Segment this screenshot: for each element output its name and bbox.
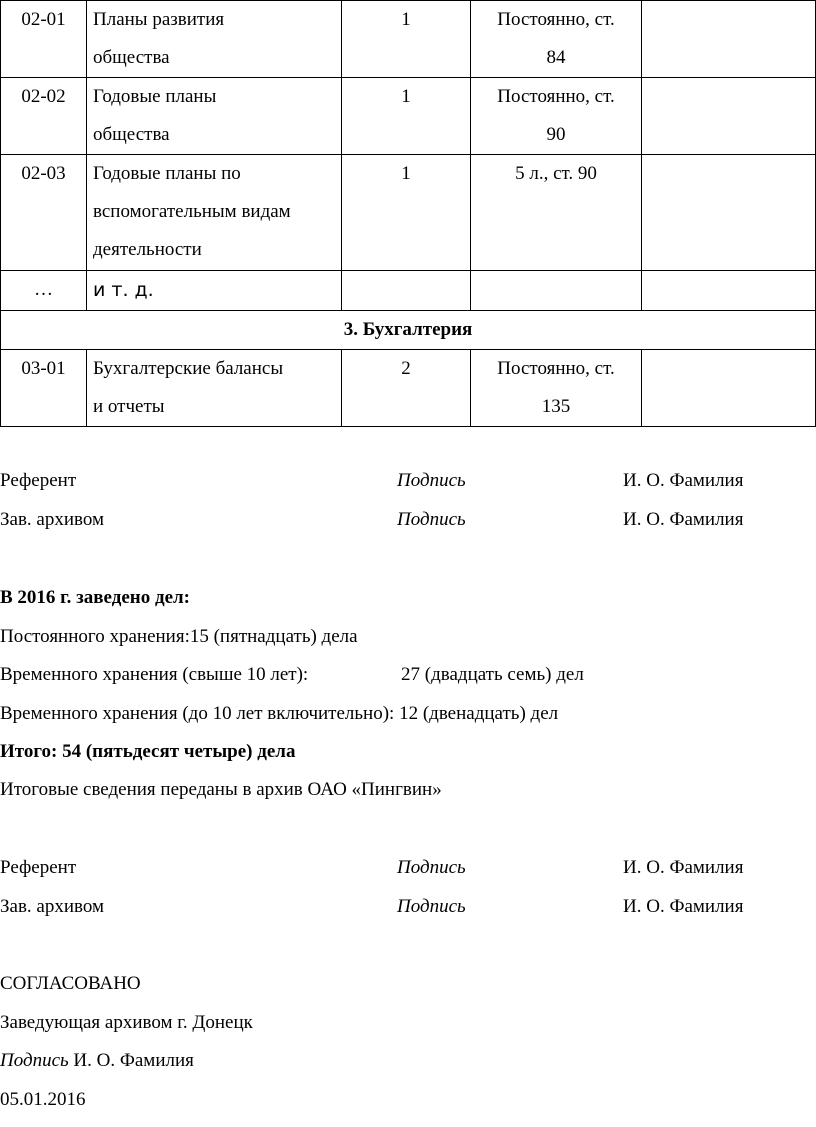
signer-role: Зав. архивом: [0, 896, 105, 917]
case-title: [87, 350, 342, 427]
signer-name: И. О. Фамилия: [623, 896, 744, 917]
signer-role: Референт: [0, 470, 77, 491]
case-count: 1: [342, 155, 471, 271]
section-row: [1, 311, 816, 350]
case-index: 02-03: [1, 155, 87, 271]
signer-name: И. О. Фамилия: [623, 857, 744, 878]
case-title-line: деятельности: [93, 239, 202, 260]
storage-term: [471, 155, 642, 271]
case-count: [342, 271, 471, 311]
case-title: [87, 155, 342, 271]
table-row: [1, 155, 816, 271]
storage-term: [471, 1, 642, 78]
signature-placeholder: Подпись: [397, 857, 466, 878]
case-index: 02-02: [1, 78, 87, 155]
case-note: [642, 78, 816, 155]
case-title-line: Бухгалтерские балансы: [93, 358, 284, 379]
approval-name: И. О. Фамилия: [73, 1050, 194, 1071]
storage-term-line: 135: [541, 396, 571, 417]
approval-signature-line: [0, 1050, 194, 1072]
signature-placeholder: Подпись: [397, 896, 466, 917]
case-title-line: общества: [93, 47, 170, 68]
approval-date: 05.01.2016: [0, 1089, 86, 1110]
table-row: [1, 350, 816, 427]
approval-signature: Подпись: [0, 1050, 69, 1071]
case-index: 03-01: [1, 350, 87, 427]
signer-role: Зав. архивом: [0, 509, 105, 530]
storage-term-line: Постоянно, ст.: [497, 358, 615, 379]
summary-temp-upto10: Временного хранения (до 10 лет включительно): 12 (двенадцать) дел: [0, 703, 559, 724]
summary-total: Итого: 54 (пятьдесят четыре) дела: [0, 741, 296, 762]
case-note: [642, 155, 816, 271]
case-note: [642, 271, 816, 311]
approval-heading: СОГЛАСОВАНО: [0, 973, 141, 994]
storage-term-line: Постоянно, ст.: [497, 86, 615, 107]
case-title-line: Годовые планы: [93, 86, 217, 107]
summary-temp-over10: [0, 664, 816, 686]
summary-temp-over10-label: Временного хранения (свыше 10 лет):: [0, 664, 309, 685]
approval-position: Заведующая архивом г. Донецк: [0, 1012, 253, 1033]
storage-term: [471, 350, 642, 427]
case-title: и т. д.: [87, 271, 342, 311]
case-index: 02-01: [1, 1, 87, 78]
signer-name: И. О. Фамилия: [623, 470, 744, 491]
section-title: 3. Бухгалтерия: [1, 311, 816, 350]
case-title-line: Планы развития: [93, 9, 225, 30]
signer-role: Референт: [0, 857, 77, 878]
case-note: [642, 350, 816, 427]
summary-permanent: Постоянного хранения:15 (пятнадцать) дела: [0, 626, 358, 647]
table-row: [1, 1, 816, 78]
case-note: [642, 1, 816, 78]
case-count: 1: [342, 1, 471, 78]
summary-temp-over10-value: 27 (двадцать семь) дел: [401, 664, 584, 685]
case-title-line: общества: [93, 124, 170, 145]
table-row: [1, 78, 816, 155]
case-count: 1: [342, 78, 471, 155]
signer-name: И. О. Фамилия: [623, 509, 744, 530]
case-title-line: вспомогательным видам: [93, 201, 291, 222]
case-count: 2: [342, 350, 471, 427]
storage-term-line: Постоянно, ст.: [497, 9, 615, 30]
storage-term: [471, 271, 642, 311]
case-title-line: Годовые планы по: [93, 163, 241, 184]
storage-term-line: 84: [546, 47, 566, 68]
summary-heading: В 2016 г. заведено дел:: [0, 587, 191, 608]
storage-term-line: 5 л., ст. 90: [515, 163, 597, 184]
signature-placeholder: Подпись: [397, 509, 466, 530]
case-title: [87, 1, 342, 78]
case-title-line: и отчеты: [93, 396, 165, 417]
table-row: [1, 271, 816, 311]
storage-term-line: 90: [546, 124, 566, 145]
storage-term: [471, 78, 642, 155]
case-index: …: [1, 271, 87, 311]
signature-placeholder: Подпись: [397, 470, 466, 491]
nomenclature-table: [0, 0, 816, 427]
summary-transferred: Итоговые сведения переданы в архив ОАО «Пингвин»: [0, 779, 442, 800]
case-title: [87, 78, 342, 155]
